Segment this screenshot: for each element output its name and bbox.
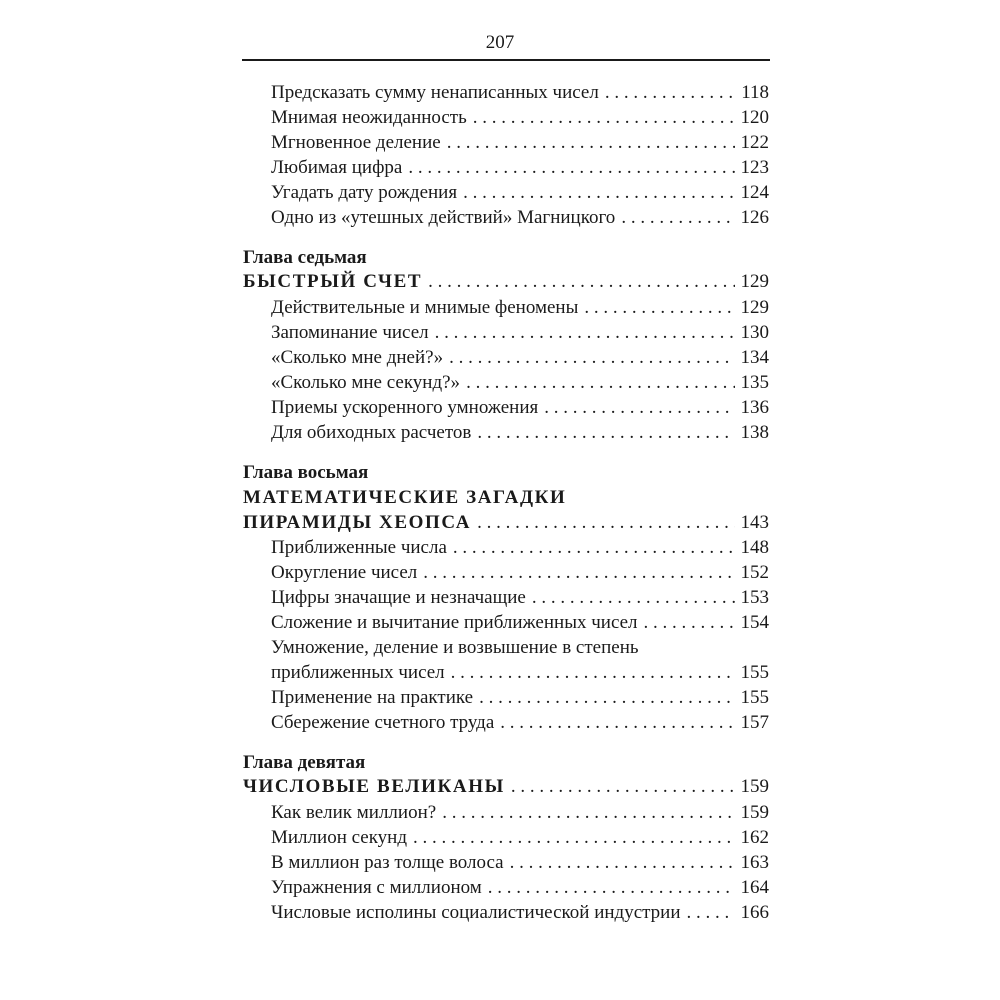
toc-entry-title: Упражнения с миллионом xyxy=(271,877,482,898)
toc-entry-page: 123 xyxy=(740,157,769,178)
dot-leader xyxy=(408,155,734,180)
toc-entry-line xyxy=(271,635,769,660)
toc-entry-title: Умножение, деление и возвышение в степень xyxy=(271,637,639,658)
toc-entry-page: 166 xyxy=(740,902,769,923)
dot-leader xyxy=(479,685,734,710)
toc-entry-page: 163 xyxy=(740,852,769,873)
toc-entry-title: Одно из «утешных действий» Магницкого xyxy=(271,207,616,228)
dot-leader xyxy=(510,850,735,875)
toc-entry-page: 153 xyxy=(740,587,769,608)
toc-entry-title: Как велик миллион? xyxy=(271,802,437,823)
toc-entry-title: Сбережение счетного труда xyxy=(271,712,495,733)
toc-entry-title: Для обиходных расчетов xyxy=(271,422,472,443)
toc-entry xyxy=(271,370,769,395)
toc-entry-page: 124 xyxy=(740,182,769,203)
toc-entry-page: 138 xyxy=(740,422,769,443)
toc-entry-page: 157 xyxy=(740,712,769,733)
toc-entry xyxy=(271,105,769,130)
toc-entry-title: Приближенные числа xyxy=(271,537,447,558)
toc-entry xyxy=(271,710,769,735)
toc-entry xyxy=(271,180,769,205)
toc-entry xyxy=(271,900,769,925)
toc-entry-title: В миллион раз толще волоса xyxy=(271,852,504,873)
toc-entry-title: Применение на практике xyxy=(271,687,474,708)
toc-entry xyxy=(271,560,769,585)
toc-entry xyxy=(271,155,769,180)
toc-entry-title: Мгновенное деление xyxy=(271,132,441,153)
dot-leader xyxy=(413,825,734,850)
toc-entry-page: 129 xyxy=(740,297,769,318)
toc-entry xyxy=(271,205,769,230)
toc-entry-title: Цифры значащие и незначащие xyxy=(271,587,526,608)
toc-entry-title: Любимая цифра xyxy=(271,157,403,178)
toc-entry-page: 162 xyxy=(740,827,769,848)
chapter-page: 143 xyxy=(740,512,769,533)
dot-leader xyxy=(584,295,734,320)
toc-entry xyxy=(271,535,769,560)
dot-leader xyxy=(451,660,735,685)
dot-leader xyxy=(423,560,734,585)
toc-entry xyxy=(271,850,769,875)
toc-entry-page: 136 xyxy=(740,397,769,418)
dot-leader xyxy=(453,535,735,560)
toc-entry xyxy=(271,800,769,825)
toc-entry-page: 154 xyxy=(740,612,769,633)
dot-leader xyxy=(463,180,734,205)
chapter-title xyxy=(243,774,769,799)
dot-leader xyxy=(449,345,734,370)
toc-entry-page: 155 xyxy=(740,687,769,708)
dot-leader xyxy=(442,800,734,825)
dot-leader xyxy=(488,875,735,900)
toc-entry-page: 122 xyxy=(740,132,769,153)
toc-entry xyxy=(271,320,769,345)
page-number: 207 xyxy=(485,32,515,53)
dot-leader xyxy=(473,105,735,130)
toc-entry xyxy=(271,395,769,420)
toc-entry xyxy=(271,345,769,370)
chapter-title-text: ПИРАМИДЫ ХЕОПСА xyxy=(243,512,472,533)
toc-entry xyxy=(271,685,769,710)
chapter-title-line xyxy=(243,485,769,510)
chapter-title xyxy=(243,269,769,294)
chapter-title-text: ЧИСЛОВЫЕ ВЕЛИКАНЫ xyxy=(243,776,505,797)
dot-leader xyxy=(477,420,734,445)
dot-leader xyxy=(428,269,734,294)
dot-leader xyxy=(500,710,734,735)
toc-entry xyxy=(271,80,769,105)
toc-entry-page: 134 xyxy=(740,347,769,368)
toc-entry-page: 152 xyxy=(740,562,769,583)
dot-leader xyxy=(466,370,734,395)
toc-entry-title: Угадать дату рождения xyxy=(271,182,458,203)
dot-leader xyxy=(621,205,734,230)
toc-entry-page: 164 xyxy=(740,877,769,898)
toc-entry-title: Миллион секунд xyxy=(271,827,408,848)
chapter-title-text: БЫСТРЫЙ СЧЕТ xyxy=(243,271,423,292)
dot-leader xyxy=(477,510,734,535)
toc-entry xyxy=(271,130,769,155)
dot-leader xyxy=(435,320,735,345)
chapter-title-text: МАТЕМАТИЧЕСКИЕ ЗАГАДКИ xyxy=(243,487,567,508)
toc-entry-title: Числовые исполины социалистической индустрии xyxy=(271,902,681,923)
toc-entry-page: 155 xyxy=(740,662,769,683)
chapter-label: Глава девятая xyxy=(243,752,366,773)
toc-entry xyxy=(271,295,769,320)
chapter-title xyxy=(243,510,769,535)
toc-entry-title: «Сколько мне дней?» xyxy=(271,347,444,368)
toc-entry-title: Действительные и мнимые феномены xyxy=(271,297,579,318)
toc-entry-title: Предсказать сумму ненаписанных чисел xyxy=(271,82,599,103)
toc-entry-page: 159 xyxy=(740,802,769,823)
toc-entry-title: Запоминание чисел xyxy=(271,322,429,343)
dot-leader xyxy=(644,610,735,635)
toc-entry xyxy=(271,825,769,850)
dot-leader xyxy=(447,130,735,155)
dot-leader xyxy=(687,900,735,925)
chapter-page: 129 xyxy=(740,271,769,292)
toc-entry xyxy=(271,420,769,445)
chapter-page: 159 xyxy=(740,776,769,797)
toc-entry xyxy=(271,875,769,900)
toc-entry-title: Сложение и вычитание приближенных чисел xyxy=(271,612,638,633)
toc-entry-page: 130 xyxy=(740,322,769,343)
toc-entry xyxy=(271,585,769,610)
dot-leader xyxy=(511,774,735,799)
chapter-label: Глава восьмая xyxy=(243,462,369,483)
toc-entry-page: 120 xyxy=(740,107,769,128)
dot-leader xyxy=(544,395,734,420)
toc-entry-page: 126 xyxy=(740,207,769,228)
dot-leader xyxy=(532,585,735,610)
chapter-label: Глава седьмая xyxy=(243,247,367,268)
toc-entry-title: Округление чисел xyxy=(271,562,418,583)
toc-entry-title: Приемы ускоренного умножения xyxy=(271,397,539,418)
toc-entry-page: 135 xyxy=(740,372,769,393)
toc-entry-title: приближенных чисел xyxy=(271,662,445,683)
toc-entry xyxy=(271,660,769,685)
toc-entry-title: Мнимая неожиданность xyxy=(271,107,467,128)
toc-entry xyxy=(271,610,769,635)
header-rule xyxy=(242,59,770,61)
toc-entry-title: «Сколько мне секунд?» xyxy=(271,372,461,393)
toc-entry-page: 148 xyxy=(740,537,769,558)
dot-leader xyxy=(605,80,735,105)
toc-entry-page: 118 xyxy=(741,82,769,103)
